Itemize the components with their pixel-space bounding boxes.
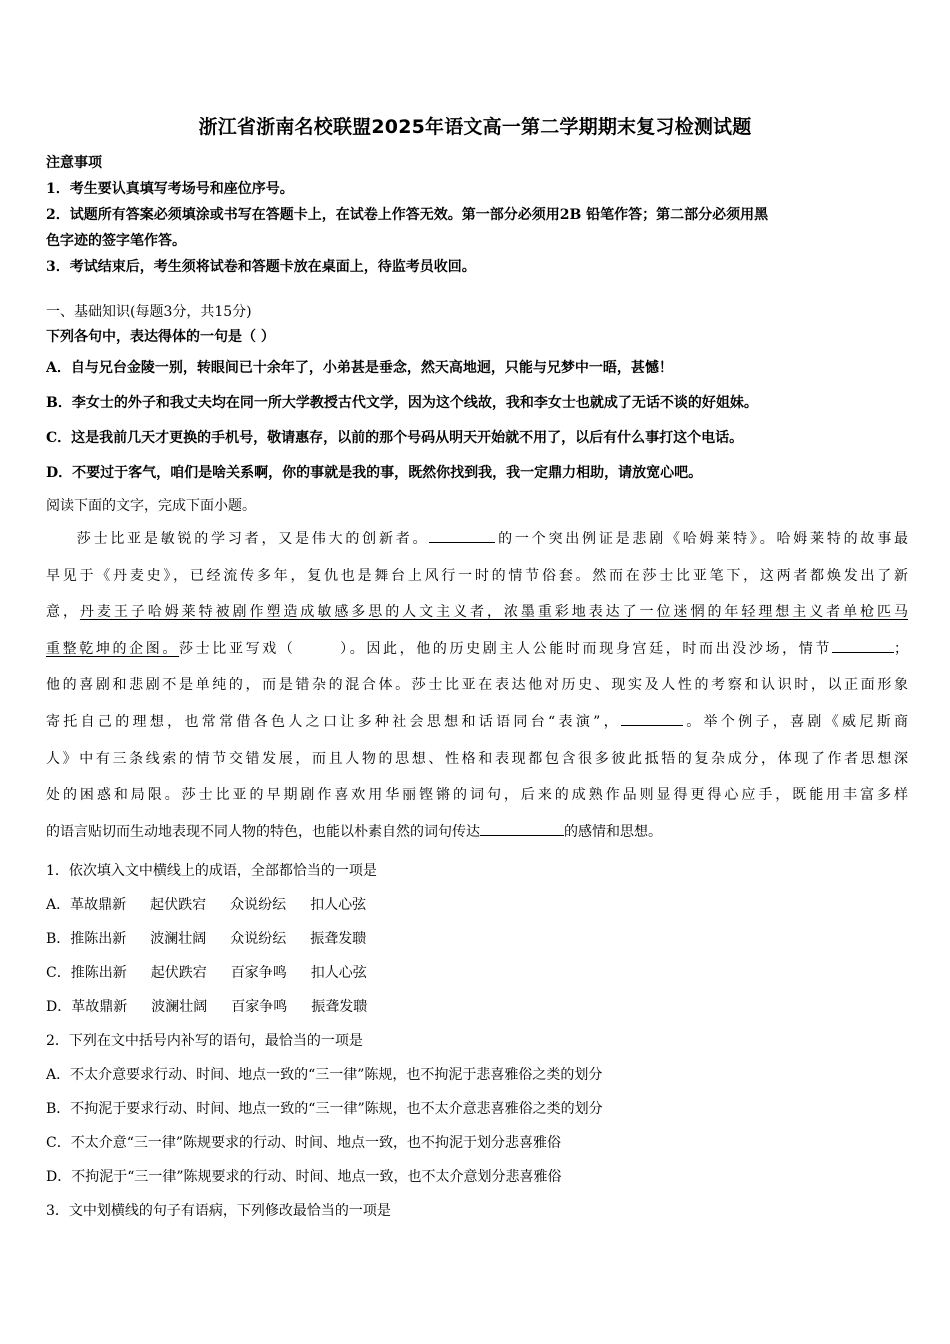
passage-line: 早见于《丹麦史》，已经流传多年，复仇也是舞台上风行一时的情节俗套。然而在莎士比亚笔下，这两者都焕发出了新 xyxy=(46,567,908,584)
idiom: 众说纷纭 xyxy=(230,931,287,947)
passage-text: 意， xyxy=(46,604,80,621)
q2-stem: 2．下列在文中括号内补写的语句，最恰当的一项是 xyxy=(46,1033,363,1049)
passage-text: ）。因此，他的历史剧主人公能时而现身宫廷，时而出没沙场，情节 xyxy=(337,640,833,657)
blank-3 xyxy=(621,709,683,726)
idiom: 革故鼎新 xyxy=(71,999,128,1015)
idiom: 振聋发聩 xyxy=(310,931,367,947)
passage-line xyxy=(46,817,908,854)
option-label: D． xyxy=(46,999,72,1015)
passage-text: 莎士比亚写戏（ xyxy=(179,640,296,657)
passage-line xyxy=(46,597,908,634)
passage-line xyxy=(46,707,908,744)
idiom: 百家争鸣 xyxy=(231,999,288,1015)
q3-stem: 3．文中划横线的句子有语病，下列修改最恰当的一项是 xyxy=(46,1203,391,1219)
q2-option-a: A．不太介意要求行动、时间、地点一致的“三一律”陈规，也不拘泥于悲喜雅俗之类的划分 xyxy=(46,1067,603,1083)
idiom: 百家争鸣 xyxy=(230,965,287,981)
underlined-sentence: 丹麦王子哈姆莱特被剧作塑造成敏感多思的人文主义者，浓墨重彩地表达了一位迷惘的年轻理想主义者单枪匹马 xyxy=(79,604,908,621)
section-basic-knowledge xyxy=(46,300,908,350)
passage-text: 寄托自己的理想，也常常借各色人之口让多种社会思想和话语同台“表演”， xyxy=(46,713,621,730)
option-list xyxy=(46,354,926,494)
idiom: 革故鼎新 xyxy=(70,897,127,913)
blank-4 xyxy=(480,819,564,836)
idiom: 推陈出新 xyxy=(70,965,127,981)
section-heading: 一、基础知识(每题3分，共15分) xyxy=(46,304,252,320)
option-c: C．这是我前几天才更换的手机号，敬请惠存，以前的那个号码从明天开始就不用了，以后有什么事打这个电话。 xyxy=(46,430,744,446)
note-item: 3．考试结束后，考生须将试卷和答题卡放在桌面上，待监考员收回。 xyxy=(46,259,476,275)
idiom: 波澜壮阔 xyxy=(151,999,208,1015)
passage-line: 处的困惑和局限。莎士比亚的早期剧作喜欢用华丽铿锵的词句，后来的成熟作品则显得更得心应手，既能用丰富多样 xyxy=(46,787,908,804)
q1-stem: 1．依次填入文中横线上的成语，全部都恰当的一项是 xyxy=(46,863,377,879)
passage-line: 他的喜剧和悲剧不是单纯的，而是错杂的混合体。莎士比亚在表达他对历史、现实及人性的考察和认识时，以正面形象 xyxy=(46,677,908,694)
note-item: 2．试题所有答案必须填涂或书写在答题卡上，在试卷上作答无效。第一部分必须用2B 铅笔作答；第二部分必须用黑 xyxy=(46,207,769,223)
blank-1 xyxy=(429,526,495,543)
passage-line xyxy=(46,524,908,561)
note-item: 色字迹的签字笔作答。 xyxy=(46,233,186,249)
q1-option-b xyxy=(46,924,908,958)
passage-text: 的一个突出例证是悲剧《哈姆莱特》。哈姆莱特的故事最 xyxy=(495,531,909,547)
idiom: 波澜壮阔 xyxy=(150,931,207,947)
passage-text: 。举个例子，喜剧《威尼斯商 xyxy=(682,713,908,730)
reading-passage xyxy=(46,524,908,853)
option-label: C． xyxy=(46,965,71,981)
idiom: 推陈出新 xyxy=(70,931,127,947)
questions-block xyxy=(46,856,908,1230)
notes-section xyxy=(46,150,908,280)
notes-heading: 注意事项 xyxy=(46,155,102,171)
option-d: D．不要过于客气，咱们是啥关系啊，你的事就是我的事，既然你找到我，我一定鼎力相助，请放宽心吧。 xyxy=(46,465,703,481)
idiom: 振聋发聩 xyxy=(311,999,368,1015)
passage-line xyxy=(46,634,908,671)
q2-option-c: C．不太介意“三一律”陈规要求的行动、时间、地点一致，也不拘泥于划分悲喜雅俗 xyxy=(46,1135,562,1151)
idiom: 众说纷纭 xyxy=(230,897,287,913)
option-label: B． xyxy=(46,931,71,947)
exam-title: 浙江省浙南名校联盟2025年语文高一第二学期期末复习检测试题 xyxy=(198,116,752,138)
option-a: A．自与兄台金陵一别，转眼间已十余年了，小弟甚是垂念，然天高地迥，只能与兄梦中一晤，甚憾！ xyxy=(46,360,673,376)
question-stem: 下列各句中，表达得体的一句是（ ） xyxy=(46,329,275,345)
passage-text: 的语言贴切而生动地表现不同人物的特色，也能以朴素自然的词句传达 xyxy=(46,823,480,840)
blank-2 xyxy=(832,636,894,653)
option-label: A． xyxy=(46,897,71,913)
passage-line: 人》中有三条线索的情节交错发展，而且人物的思想、性格和表现都包含很多彼此抵牾的复杂成分，体现了作者思想深 xyxy=(46,750,908,767)
reading-instruction: 阅读下面的文字，完成下面小题。 xyxy=(46,498,256,514)
underlined-sentence: 重整乾坤的企图。 xyxy=(46,640,180,657)
note-item: 1．考生要认真填写考场号和座位序号。 xyxy=(46,181,294,197)
passage-text: 的感情和思想。 xyxy=(564,823,662,840)
idiom: 起伏跌宕 xyxy=(150,965,207,981)
q1-option-a xyxy=(46,890,908,924)
idiom: 起伏跌宕 xyxy=(150,897,207,913)
q2-option-b: B．不拘泥于要求行动、时间、地点一致的“三一律”陈规，也不太介意悲喜雅俗之类的划分 xyxy=(46,1101,603,1117)
q1-option-d xyxy=(46,992,908,1026)
idiom: 扣人心弦 xyxy=(310,897,367,913)
passage-text: ； xyxy=(894,640,909,657)
passage-text: 莎士比亚是敏锐的学习者，又是伟大的创新者。 xyxy=(74,531,430,547)
option-b: B．李女士的外子和我丈夫均在同一所大学教授古代文学，因为这个线故，我和李女士也就成了无话不谈的好姐妹。 xyxy=(46,395,758,411)
q1-option-c xyxy=(46,958,908,992)
q2-option-d: D．不拘泥于“三一律”陈规要求的行动、时间、地点一致，也不太介意划分悲喜雅俗 xyxy=(46,1169,562,1185)
idiom: 扣人心弦 xyxy=(310,965,367,981)
